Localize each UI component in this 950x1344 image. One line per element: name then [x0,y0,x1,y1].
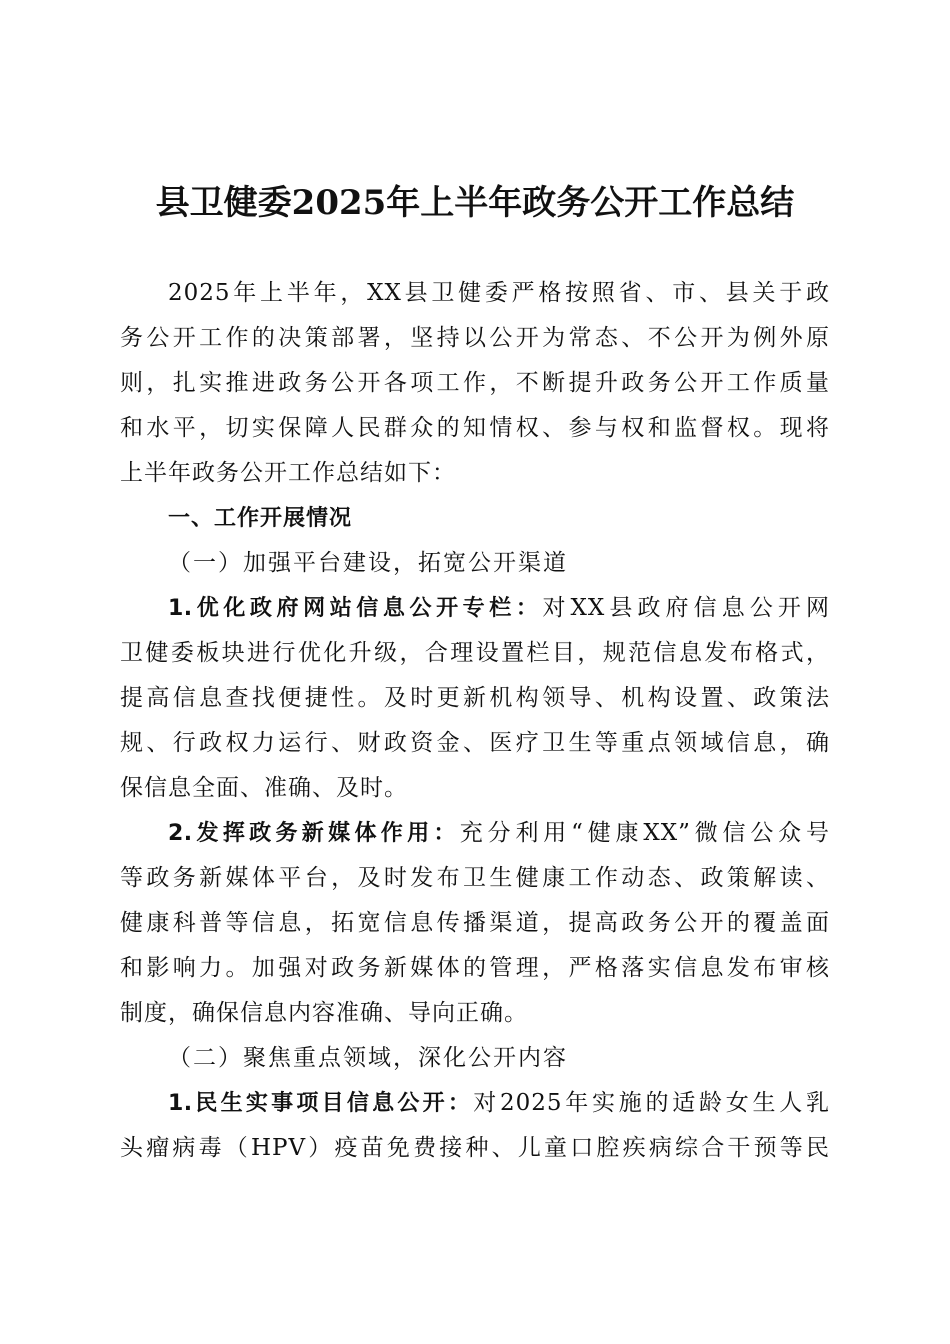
item3-lead: 1.民生实事项目信息公开： [168,1091,474,1116]
item1-first-line [120,586,830,631]
item2-lead: 2.发挥政务新媒体作用： [168,821,460,846]
item2-line-2: 等政务新媒体平台，及时发布卫生健康工作动态、政策解读、 [120,865,830,891]
section-heading-1: 一、工作开展情况 [168,506,353,531]
item1-line-3: 提高信息查找便捷性。及时更新机构领导、机构设置、政策法 [120,685,830,711]
item3-first-line [120,1081,830,1126]
item2-first-rest: 充分利用“健康XX”微信公众号 [459,820,831,846]
item2-line-4: 和影响力。加强对政务新媒体的管理，严格落实信息发布审核 [120,955,830,981]
item1-line-5: 保信息全面、准确、及时。 [120,775,408,801]
item1-first-rest: 对XX县政府信息公开网 [542,595,830,621]
item2-first-line [120,811,830,856]
item1-line-4: 规、行政权力运行、财政资金、医疗卫生等重点领域信息，确 [120,730,830,756]
item1-lead: 1.优化政府网站信息公开专栏： [168,596,543,621]
intro-line-4: 和水平，切实保障人民群众的知情权、参与权和监督权。现将 [120,415,830,441]
item3-first-rest: 对2025年实施的适龄女生人乳 [473,1090,830,1116]
intro-line-2: 务公开工作的决策部署，坚持以公开为常态、不公开为例外原 [120,325,830,351]
item2-line-5: 制度，确保信息内容准确、导向正确。 [120,1000,528,1026]
intro-line-5: 上半年政务公开工作总结如下： [120,460,456,486]
intro-line-3: 则，扎实推进政务公开各项工作，不断提升政务公开工作质量 [120,370,830,396]
item2-line-3: 健康科普等信息，拓宽信息传播渠道，提高政务公开的覆盖面 [120,910,830,936]
intro-line-1: 2025年上半年，XX县卫健委严格按照省、市、县关于政 [168,280,830,306]
item1-line-2: 卫健委板块进行优化升级，合理设置栏目，规范信息发布格式， [120,640,830,666]
document-body [120,271,830,1171]
item3-line-2: 头瘤病毒（HPV）疫苗免费接种、儿童口腔疾病综合干预等民 [120,1135,830,1161]
subsection-heading-2: （二）聚焦重点领域，深化公开内容 [168,1045,568,1071]
document-title: 县卫健委2025年上半年政务公开工作总结 [155,183,795,223]
subsection-heading-1: （一）加强平台建设，拓宽公开渠道 [168,550,568,576]
